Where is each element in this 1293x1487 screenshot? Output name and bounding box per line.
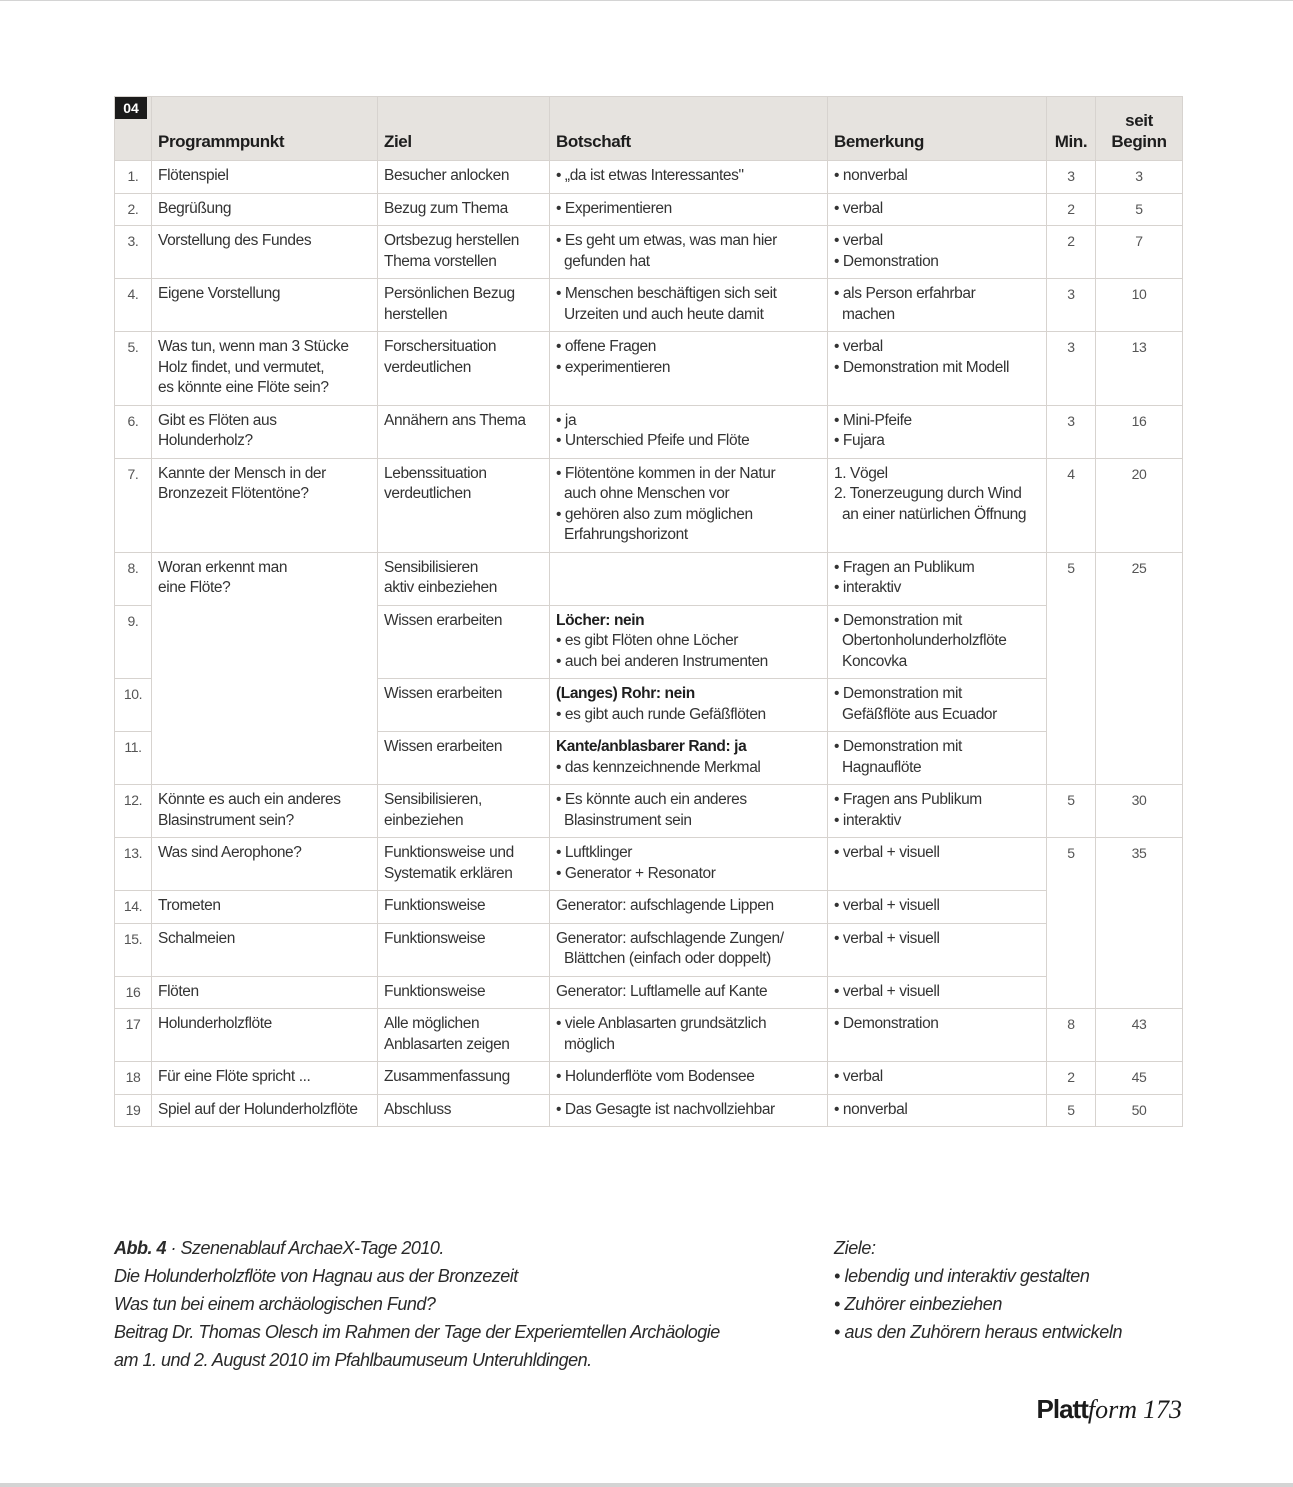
cell-botschaft xyxy=(550,891,828,924)
cell-line: • das kennzeichnende Merkmal xyxy=(556,758,761,776)
cell-programmpunkt xyxy=(152,161,378,194)
table-row xyxy=(115,193,1183,226)
cell-line: Abschluss xyxy=(384,1100,452,1118)
cell-min: 8 xyxy=(1047,1009,1096,1062)
cell-line: Begrüßung xyxy=(158,199,232,217)
page-footer xyxy=(1037,1394,1182,1425)
cell-programmpunkt xyxy=(152,1062,378,1095)
table-row xyxy=(115,458,1183,552)
cell-line: Blasinstrument sein xyxy=(564,811,692,829)
cell-line: Funktionsweise und xyxy=(384,844,514,861)
cell-botschaft xyxy=(550,332,828,406)
cell-seit-beginn: 25 xyxy=(1096,552,1183,785)
cell-programmpunkt xyxy=(152,923,378,976)
cell-bemerkung xyxy=(828,679,1047,732)
cell-line: Spiel auf der Holunderholzflöte xyxy=(158,1100,358,1118)
goals-item: • lebendig und interaktiv gestalten xyxy=(834,1266,1090,1286)
cell-line: • Demonstration mit xyxy=(834,685,962,702)
cell-line: gefunden hat xyxy=(564,252,650,270)
cell-line: Trometen xyxy=(158,897,221,914)
header-programmpunkt: Programmpunkt xyxy=(152,97,378,161)
figure-caption xyxy=(114,1234,794,1374)
cell-bemerkung xyxy=(828,785,1047,838)
cell-min: 5 xyxy=(1047,838,1096,1009)
cell-line: • nonverbal xyxy=(834,1100,908,1118)
cell-line: Annähern ans Thema xyxy=(384,411,526,429)
cell-seit-beginn: 16 xyxy=(1096,405,1183,458)
cell-seit-beginn: 35 xyxy=(1096,838,1183,1009)
cell-line: • Fragen ans Publikum xyxy=(834,791,982,808)
cell-line: • verbal + visuell xyxy=(834,982,940,1000)
header-min: Min. xyxy=(1047,97,1096,161)
cell-programmpunkt xyxy=(152,552,378,785)
cell-programmpunkt xyxy=(152,891,378,924)
cell-botschaft xyxy=(550,732,828,785)
cell-bemerkung xyxy=(828,732,1047,785)
table-row xyxy=(115,279,1183,332)
cell-line: • verbal xyxy=(834,1068,883,1085)
cell-programmpunkt xyxy=(152,838,378,891)
caption-line: Die Holunderholzflöte von Hagnau aus der Bronzezeit xyxy=(114,1266,518,1286)
cell-line: • „da ist etwas Interessantes" xyxy=(556,167,744,184)
cell-seit-beginn: 30 xyxy=(1096,785,1183,838)
cell-ziel xyxy=(378,226,550,279)
cell-line: Zusammenfassung xyxy=(384,1068,510,1085)
cell-line: Obertonholunderholzflöte xyxy=(842,632,1007,649)
cell-min: 2 xyxy=(1047,226,1096,279)
table-row xyxy=(115,785,1183,838)
cell-line: • Holunderflöte vom Bodensee xyxy=(556,1068,755,1085)
cell-line: • verbal xyxy=(834,338,883,355)
cell-line: Flötenspiel xyxy=(158,167,229,184)
cell-programmpunkt xyxy=(152,458,378,552)
cell-line: • Demonstration mit xyxy=(834,611,962,629)
cell-botschaft xyxy=(550,226,828,279)
cell-line: • Es könnte auch ein anderes xyxy=(556,791,747,808)
cell-line: • Generator + Resonator xyxy=(556,864,716,882)
cell-line: • offene Fragen xyxy=(556,338,656,355)
cell-line: • Fujara xyxy=(834,432,885,449)
cell-ziel xyxy=(378,458,550,552)
cell-ziel xyxy=(378,838,550,891)
row-index: 1. xyxy=(115,161,152,194)
cell-seit-beginn: 3 xyxy=(1096,161,1183,194)
cell-min: 5 xyxy=(1047,552,1096,785)
cell-line: Erfahrungshorizont xyxy=(564,526,688,543)
row-index: 17 xyxy=(115,1009,152,1062)
cell-bemerkung xyxy=(828,1094,1047,1127)
table-row xyxy=(115,1094,1183,1127)
table-row xyxy=(115,405,1183,458)
cell-min: 2 xyxy=(1047,193,1096,226)
cell-line: machen xyxy=(842,305,895,323)
cell-programmpunkt xyxy=(152,405,378,458)
cell-line: Schalmeien xyxy=(158,929,235,947)
cell-line: • nonverbal xyxy=(834,167,908,184)
row-index: 5. xyxy=(115,332,152,406)
cell-min: 3 xyxy=(1047,332,1096,406)
cell-ziel xyxy=(378,193,550,226)
cell-line: • Demonstration mit xyxy=(834,738,962,755)
cell-line: Wissen erarbeiten xyxy=(384,738,503,755)
cell-programmpunkt xyxy=(152,279,378,332)
cell-line: • als Person erfahrbar xyxy=(834,285,976,302)
cell-min: 3 xyxy=(1047,161,1096,194)
cell-line: Ortsbezug herstellen xyxy=(384,232,520,249)
cell-line: Blasinstrument sein? xyxy=(158,811,294,829)
cell-bemerkung xyxy=(828,838,1047,891)
cell-botschaft xyxy=(550,1009,828,1062)
row-index: 13. xyxy=(115,838,152,891)
cell-line: verdeutlichen xyxy=(384,358,471,376)
cell-botschaft xyxy=(550,1062,828,1095)
cell-line: Sensibilisieren, xyxy=(384,791,482,808)
cell-line: Bronzezeit Flötentöne? xyxy=(158,485,309,502)
cell-seit-beginn: 13 xyxy=(1096,332,1183,406)
cell-botschaft xyxy=(550,838,828,891)
cell-line: Blättchen (einfach oder doppelt) xyxy=(564,950,771,967)
cell-line: Gibt es Flöten aus xyxy=(158,411,277,429)
cell-programmpunkt xyxy=(152,785,378,838)
cell-line: an einer natürlichen Öffnung xyxy=(842,505,1027,523)
program-table xyxy=(114,96,1183,1127)
cell-botschaft xyxy=(550,785,828,838)
cell-line: Funktionsweise xyxy=(384,929,486,947)
cell-line: Woran erkennt man xyxy=(158,558,288,576)
table-row xyxy=(115,891,1183,924)
brand-logo-italic: form xyxy=(1087,1395,1137,1424)
cell-line: • verbal xyxy=(834,232,883,249)
cell-line: • auch bei anderen Instrumenten xyxy=(556,652,768,670)
cell-ziel xyxy=(378,161,550,194)
cell-ziel xyxy=(378,332,550,406)
cell-bemerkung xyxy=(828,1062,1047,1095)
row-index: 11. xyxy=(115,732,152,785)
cell-line: Für eine Flöte spricht ... xyxy=(158,1068,311,1085)
row-index: 16 xyxy=(115,976,152,1009)
cell-line: • es gibt auch runde Gefäßflöten xyxy=(556,705,766,723)
table-row xyxy=(115,332,1183,406)
cell-line: Generator: aufschlagende Zungen/ xyxy=(556,929,784,947)
cell-botschaft xyxy=(550,458,828,552)
cell-min: 5 xyxy=(1047,785,1096,838)
cell-line: • es gibt Flöten ohne Löcher xyxy=(556,632,739,649)
cell-min: 4 xyxy=(1047,458,1096,552)
row-index: 7. xyxy=(115,458,152,552)
cell-programmpunkt xyxy=(152,193,378,226)
cell-ziel xyxy=(378,732,550,785)
cell-line: aktiv einbeziehen xyxy=(384,579,497,596)
cell-line: Forschersituation xyxy=(384,338,497,355)
cell-line: Vorstellung des Fundes xyxy=(158,232,312,249)
brand-logo-bold: Platt xyxy=(1036,1394,1088,1424)
cell-bemerkung xyxy=(828,332,1047,406)
row-index: 10. xyxy=(115,679,152,732)
row-index: 3. xyxy=(115,226,152,279)
cell-bemerkung xyxy=(828,405,1047,458)
cell-line: Persönlichen Bezug xyxy=(384,285,515,302)
row-index: 18 xyxy=(115,1062,152,1095)
cell-bemerkung xyxy=(828,976,1047,1009)
cell-line: Eigene Vorstellung xyxy=(158,285,281,302)
table-header-row xyxy=(115,97,1183,161)
cell-line: Was sind Aerophone? xyxy=(158,844,302,861)
cell-line: Sensibilisieren xyxy=(384,558,478,576)
row-index: 6. xyxy=(115,405,152,458)
cell-line: Funktionsweise xyxy=(384,897,486,914)
cell-line: eine Flöte? xyxy=(158,579,231,596)
cell-line: • experimentieren xyxy=(556,358,671,376)
cell-botschaft xyxy=(550,605,828,679)
cell-line: • Menschen beschäftigen sich seit xyxy=(556,285,777,302)
cell-bemerkung xyxy=(828,891,1047,924)
cell-ziel xyxy=(378,405,550,458)
header-ziel: Ziel xyxy=(378,97,550,161)
table-row xyxy=(115,226,1183,279)
cell-line: • interaktiv xyxy=(834,579,901,596)
cell-line: Thema vorstellen xyxy=(384,252,497,270)
table-row xyxy=(115,161,1183,194)
cell-line: • Demonstration mit Modell xyxy=(834,358,1010,376)
cell-line: es könnte eine Flöte sein? xyxy=(158,379,329,396)
goals-item: • aus den Zuhörern heraus entwickeln xyxy=(834,1322,1123,1342)
cell-ziel xyxy=(378,785,550,838)
goals-item: • Zuhörer einbeziehen xyxy=(834,1294,1003,1314)
cell-programmpunkt xyxy=(152,976,378,1009)
cell-line: Generator: Luftlamelle auf Kante xyxy=(556,982,768,1000)
cell-programmpunkt xyxy=(152,226,378,279)
cell-botschaft xyxy=(550,161,828,194)
caption-line: Was tun bei einem archäologischen Fund? xyxy=(114,1294,436,1314)
cell-bemerkung xyxy=(828,552,1047,605)
cell-line: • Das Gesagte ist nachvollziehbar xyxy=(556,1100,775,1118)
cell-line: verdeutlichen xyxy=(384,485,471,502)
cell-botschaft xyxy=(550,923,828,976)
cell-botschaft xyxy=(550,976,828,1009)
cell-line: 2. Tonerzeugung durch Wind xyxy=(834,485,1022,502)
cell-bemerkung xyxy=(828,605,1047,679)
cell-line: • gehören also zum möglichen xyxy=(556,505,753,523)
cell-programmpunkt xyxy=(152,332,378,406)
cell-seit-beginn: 20 xyxy=(1096,458,1183,552)
row-index: 2. xyxy=(115,193,152,226)
cell-line: Urzeiten und auch heute damit xyxy=(564,305,764,323)
cell-line: • verbal + visuell xyxy=(834,897,940,914)
cell-line: • verbal + visuell xyxy=(834,929,940,947)
goals-title: Ziele: xyxy=(834,1238,876,1258)
cell-line: herstellen xyxy=(384,305,448,323)
cell-line: Bezug zum Thema xyxy=(384,199,508,217)
cell-line: möglich xyxy=(564,1035,615,1053)
cell-line: • viele Anblasarten grundsätzlich xyxy=(556,1015,767,1032)
row-index: 8. xyxy=(115,552,152,605)
cell-ziel xyxy=(378,279,550,332)
cell-line: Wissen erarbeiten xyxy=(384,685,503,702)
cell-line: • Flötentöne kommen in der Natur xyxy=(556,464,776,482)
table-row xyxy=(115,1062,1183,1095)
cell-botschaft xyxy=(550,1094,828,1127)
cell-seit-beginn: 7 xyxy=(1096,226,1183,279)
cell-line: • Luftklinger xyxy=(556,844,633,861)
goals-box xyxy=(834,1234,1194,1346)
cell-bemerkung xyxy=(828,193,1047,226)
cell-botschaft xyxy=(550,679,828,732)
cell-seit-beginn: 10 xyxy=(1096,279,1183,332)
cell-line: Generator: aufschlagende Lippen xyxy=(556,897,774,914)
header-bemerkung: Bemerkung xyxy=(828,97,1047,161)
cell-min: 3 xyxy=(1047,279,1096,332)
cell-ziel xyxy=(378,1062,550,1095)
cell-bemerkung xyxy=(828,923,1047,976)
cell-botschaft xyxy=(550,405,828,458)
row-index: 4. xyxy=(115,279,152,332)
cell-line: Lebenssituation xyxy=(384,464,487,482)
table-row xyxy=(115,923,1183,976)
cell-line: Hagnauflöte xyxy=(842,758,922,776)
cell-line: Holz findet, und vermutet, xyxy=(158,358,325,376)
botschaft-title: Kante/anblasbarer Rand: ja xyxy=(556,738,747,755)
row-index: 9. xyxy=(115,605,152,679)
cell-ziel xyxy=(378,976,550,1009)
cell-seit-beginn: 5 xyxy=(1096,193,1183,226)
botschaft-title: (Langes) Rohr: nein xyxy=(556,685,695,702)
cell-line: • Experimentieren xyxy=(556,199,672,217)
cell-line: • interaktiv xyxy=(834,811,901,829)
cell-ziel xyxy=(378,1009,550,1062)
cell-bemerkung xyxy=(828,1009,1047,1062)
cell-ziel xyxy=(378,1094,550,1127)
cell-line: Was tun, wenn man 3 Stücke xyxy=(158,338,349,355)
row-index: 12. xyxy=(115,785,152,838)
cell-line: Holunderholzflöte xyxy=(158,1015,272,1032)
cell-ziel xyxy=(378,605,550,679)
cell-programmpunkt xyxy=(152,1009,378,1062)
cell-line: Funktionsweise xyxy=(384,982,486,1000)
cell-line: Alle möglichen xyxy=(384,1015,480,1032)
cell-ziel xyxy=(378,923,550,976)
cell-line: • Es geht um etwas, was man hier xyxy=(556,232,777,249)
cell-line: • Demonstration xyxy=(834,1015,939,1032)
cell-line: einbeziehen xyxy=(384,811,464,829)
cell-botschaft xyxy=(550,279,828,332)
row-index: 14. xyxy=(115,891,152,924)
cell-line: • Fragen an Publikum xyxy=(834,558,975,576)
cell-line: • verbal + visuell xyxy=(834,844,940,861)
table-row xyxy=(115,976,1183,1009)
cell-line: • Demonstration xyxy=(834,252,939,270)
caption-line: Beitrag Dr. Thomas Olesch im Rahmen der Tage der Experiemtellen Archäologie xyxy=(114,1322,720,1342)
cell-seit-beginn: 45 xyxy=(1096,1062,1183,1095)
row-index: 19 xyxy=(115,1094,152,1127)
caption-line: am 1. und 2. August 2010 im Pfahlbaumuseum Unteruhldingen. xyxy=(114,1350,592,1370)
cell-line: Systematik erklären xyxy=(384,864,513,882)
cell-bemerkung xyxy=(828,279,1047,332)
cell-line: auch ohne Menschen vor xyxy=(564,485,730,502)
table-row xyxy=(115,552,1183,605)
cell-min: 5 xyxy=(1047,1094,1096,1127)
cell-line: • Mini-Pfeife xyxy=(834,411,912,429)
cell-bemerkung xyxy=(828,161,1047,194)
cell-line: Könnte es auch ein anderes xyxy=(158,791,341,808)
table-row xyxy=(115,1009,1183,1062)
cell-seit-beginn: 50 xyxy=(1096,1094,1183,1127)
cell-line: • verbal xyxy=(834,199,883,217)
page-top-rule xyxy=(0,0,1293,1)
cell-line: • Unterschied Pfeife und Flöte xyxy=(556,432,750,449)
page-bottom-strip xyxy=(0,1483,1293,1487)
cell-seit-beginn: 43 xyxy=(1096,1009,1183,1062)
cell-line: Anblasarten zeigen xyxy=(384,1035,510,1053)
row-index: 15. xyxy=(115,923,152,976)
cell-bemerkung xyxy=(828,458,1047,552)
page-number: 173 xyxy=(1143,1395,1182,1424)
caption-label: Abb. 4 xyxy=(114,1238,167,1258)
cell-line: 1. Vögel xyxy=(834,464,888,482)
cell-line: Holunderholz? xyxy=(158,432,253,449)
cell-line: Kannte der Mensch in der xyxy=(158,464,326,482)
header-botschaft: Botschaft xyxy=(550,97,828,161)
cell-ziel xyxy=(378,552,550,605)
cell-line: Besucher anlocken xyxy=(384,167,510,184)
table-row xyxy=(115,838,1183,891)
cell-min: 3 xyxy=(1047,405,1096,458)
cell-min: 2 xyxy=(1047,1062,1096,1095)
cell-bemerkung xyxy=(828,226,1047,279)
botschaft-title: Löcher: nein xyxy=(556,611,645,629)
cell-ziel xyxy=(378,891,550,924)
header-seit-beginn: seit Beginn xyxy=(1096,97,1183,161)
caption-line: Abb. 4 · Szenenablauf ArchaeX-Tage 2010. xyxy=(114,1238,444,1258)
cell-line: Koncovka xyxy=(842,652,907,670)
cell-ziel xyxy=(378,679,550,732)
cell-line: Gefäßflöte aus Ecuador xyxy=(842,705,997,723)
cell-line: • ja xyxy=(556,411,577,429)
cell-line: Flöten xyxy=(158,982,199,1000)
cell-line: Wissen erarbeiten xyxy=(384,611,503,629)
cell-botschaft xyxy=(550,552,828,605)
cell-botschaft xyxy=(550,193,828,226)
figure-badge: 04 xyxy=(115,97,147,119)
cell-programmpunkt xyxy=(152,1094,378,1127)
